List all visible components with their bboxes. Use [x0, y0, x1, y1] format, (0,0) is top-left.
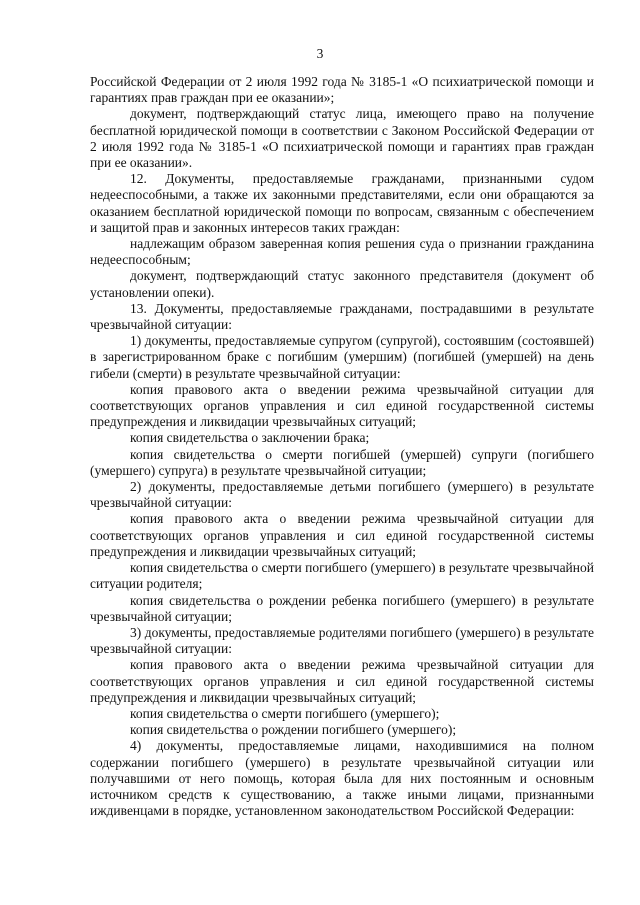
- paragraph: копия правового акта о введении режима чрезвычайной ситуации для соответствующих органов управления и сил единой государственной системы предупреждения и ликвидации чрезвычайных ситуаций;: [90, 381, 594, 430]
- paragraph: 12. Документы, предоставляемые гражданами, признанными судом недееспособными, а также их законными представителями, если они обращаются за оказанием бесплатной юридической помощи по вопросам, связанным с обеспечением и защитой прав и законных интересов таких граждан:: [90, 171, 594, 235]
- document-body: [90, 74, 594, 819]
- paragraph: 4) документы, предоставляемые лицами, находившимися на полном содержании погибшего (умершего) в результате чрезвычайной ситуации или получавшими от него помощь, которая была для них постоянным и основным источником средств к существованию, а также иными лицами, признанными иждивенцами в порядке, установленном законодательством Российской Федерации:: [90, 738, 594, 819]
- paragraph: 2) документы, предоставляемые детьми погибшего (умершего) в результате чрезвычайной ситуации:: [90, 479, 594, 511]
- paragraph: копия правового акта о введении режима чрезвычайной ситуации для соответствующих органов управления и сил единой государственной системы предупреждения и ликвидации чрезвычайных ситуаций;: [90, 657, 594, 705]
- paragraph: 1) документы, предоставляемые супругом (супругой), состоявшим (состоявшей) в зарегистрированном браке с погибшим (умершим) (погибшей (умершей) на день гибели (смерти) в результате чрезвычайной ситуации:: [90, 333, 594, 381]
- paragraph: копия свидетельства о смерти погибшей (умершей) супруги (погибшего (умершего) супруга) в результате чрезвычайной ситуации;: [90, 446, 594, 478]
- paragraph: копия свидетельства о рождении погибшего (умершего);: [130, 722, 457, 738]
- paragraph: надлежащим образом заверенная копия решения суда о признании гражданина недееспособным;: [90, 236, 594, 268]
- paragraph: Российской Федерации от 2 июля 1992 года № 3185-1 «О психиатрической помощи и гарантиях прав граждан при ее оказании»;: [90, 74, 594, 106]
- paragraph: 3) документы, предоставляемые родителями погибшего (умершего) в результате чрезвычайной ситуации:: [90, 624, 594, 657]
- paragraph: копия свидетельства о смерти погибшего (умершего);: [130, 705, 440, 721]
- paragraph: копия свидетельства о рождении ребенка погибшего (умершего) в результате чрезвычайной ситуации;: [90, 592, 594, 624]
- paragraph: документ, подтверждающий статус лица, имеющего право на получение бесплатной юридической помощи в соответствии с Законом Российской Федерации от 2 июля 1992 года № 3185-1 «О психиатрической помощи и гарантиях прав граждан при ее оказании».: [90, 106, 594, 171]
- paragraph: копия свидетельства о заключении брака;: [130, 430, 370, 446]
- paragraph: 13. Документы, предоставляемые гражданами, пострадавшими в результате чрезвычайной ситуации:: [90, 300, 594, 333]
- paragraph: копия правового акта о введении режима чрезвычайной ситуации для соответствующих органов управления и сил единой государственной системы предупреждения и ликвидации чрезвычайных ситуаций;: [90, 511, 594, 559]
- paragraph: документ, подтверждающий статус законного представителя (документ об установлении опеки).: [90, 268, 594, 300]
- page-number: 3: [316, 46, 324, 61]
- paragraph: копия свидетельства о смерти погибшего (умершего) в результате чрезвычайной ситуации родителя;: [90, 560, 594, 592]
